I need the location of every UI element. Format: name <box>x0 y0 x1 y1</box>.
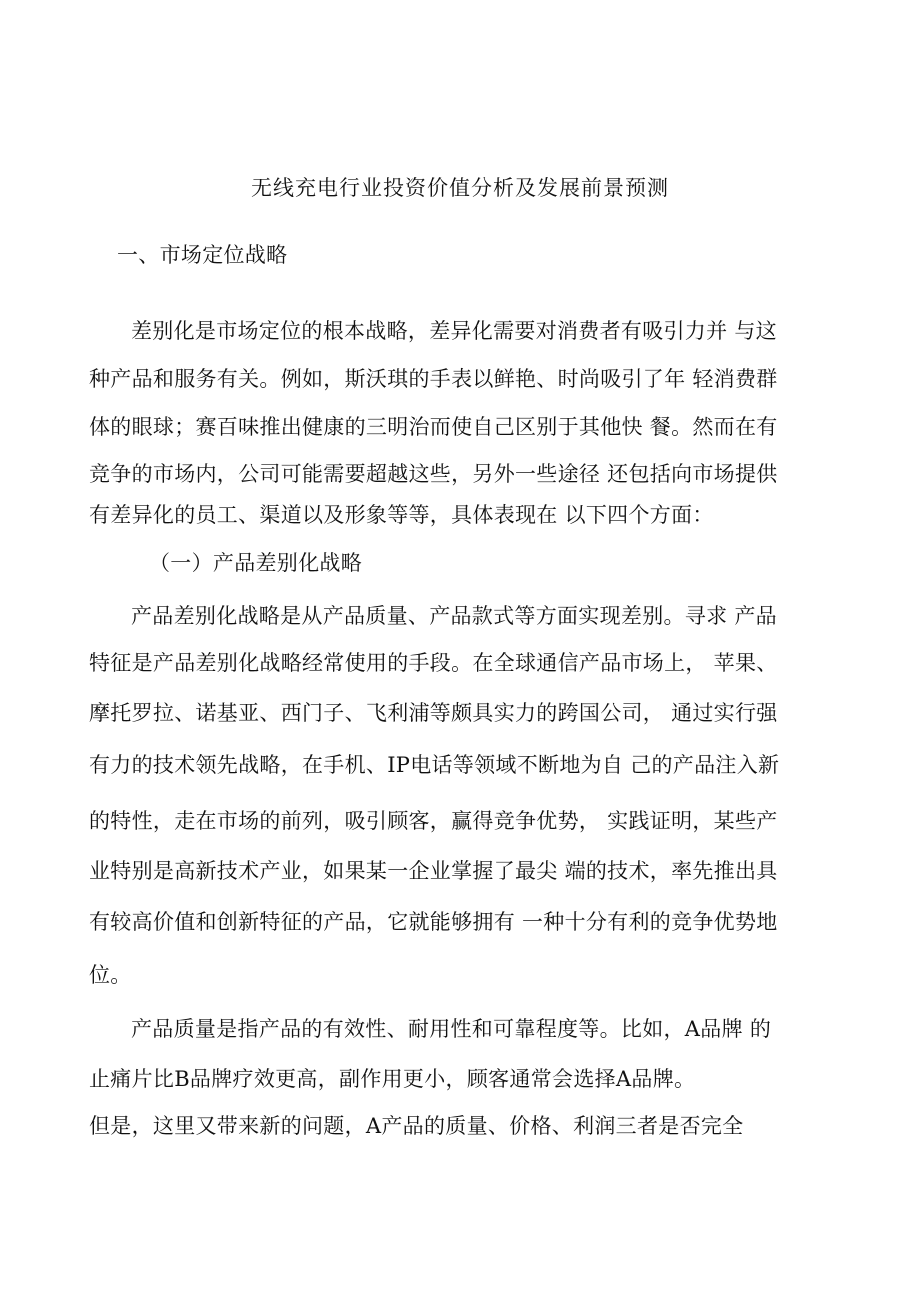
paragraph-line: 差别化是市场定位的根本战略，差异化需要对消费者有吸引力并 与这 <box>131 319 777 343</box>
section-heading: 一、市场定位战略 <box>117 243 288 267</box>
paragraph-line: 有较高价值和创新特征的产品，它就能够拥有 一种十分有利的竞争优势地 <box>89 910 778 934</box>
subsection-heading: （一）产品差别化战略 <box>149 551 362 575</box>
paragraph-line: 摩托罗拉、诺基亚、西门子、飞利浦等颇具实力的跨国公司， 通过实行强 <box>89 701 778 725</box>
paragraph-line: 特征是产品差别化战略经常使用的手段。在全球通信产品市场上， 苹果、 <box>89 651 778 675</box>
paragraph-line: 产品质量是指产品的有效性、耐用性和可靠程度等。比如，A品牌 的 <box>131 1017 772 1041</box>
paragraph-line: 业特别是高新技术产业，如果某一企业掌握了最尖 端的技术，率先推出具 <box>89 859 778 883</box>
paragraph-line: 种产品和服务有关。例如，斯沃琪的手表以鲜艳、时尚吸引了年 轻消费群 <box>89 367 778 391</box>
paragraph-line: 有力的技术领先战略，在手机、IP电话等领域不断地为自 己的产品注入新 <box>89 753 780 777</box>
paragraph-line: 止痛片比B品牌疗效更高，副作用更小，顾客通常会选择A品牌。 <box>89 1067 696 1091</box>
document-title: 无线充电行业投资价值分析及发展前景预测 <box>251 176 669 200</box>
paragraph-line: 产品差别化战略是从产品质量、产品款式等方面实现差别。寻求 产品 <box>131 604 777 628</box>
paragraph-line: 竞争的市场内，公司可能需要超越这些，另外一些途径 还包括向市场提供 <box>89 462 778 486</box>
paragraph-line: 有差异化的员工、渠道以及形象等等，具体表现在 以下四个方面： <box>89 503 714 527</box>
paragraph-line: 位。 <box>89 963 132 987</box>
paragraph-line: 但是，这里又带来新的问题，A产品的质量、价格、利润三者是否完全 <box>89 1114 744 1138</box>
paragraph-line: 的特性，走在市场的前列，吸引顾客，赢得竞争优势， 实践证明，某些产 <box>89 809 778 833</box>
paragraph-line: 体的眼球；赛百味推出健康的三明治而使自己区别于其他快 餐。然而在有 <box>89 415 778 439</box>
